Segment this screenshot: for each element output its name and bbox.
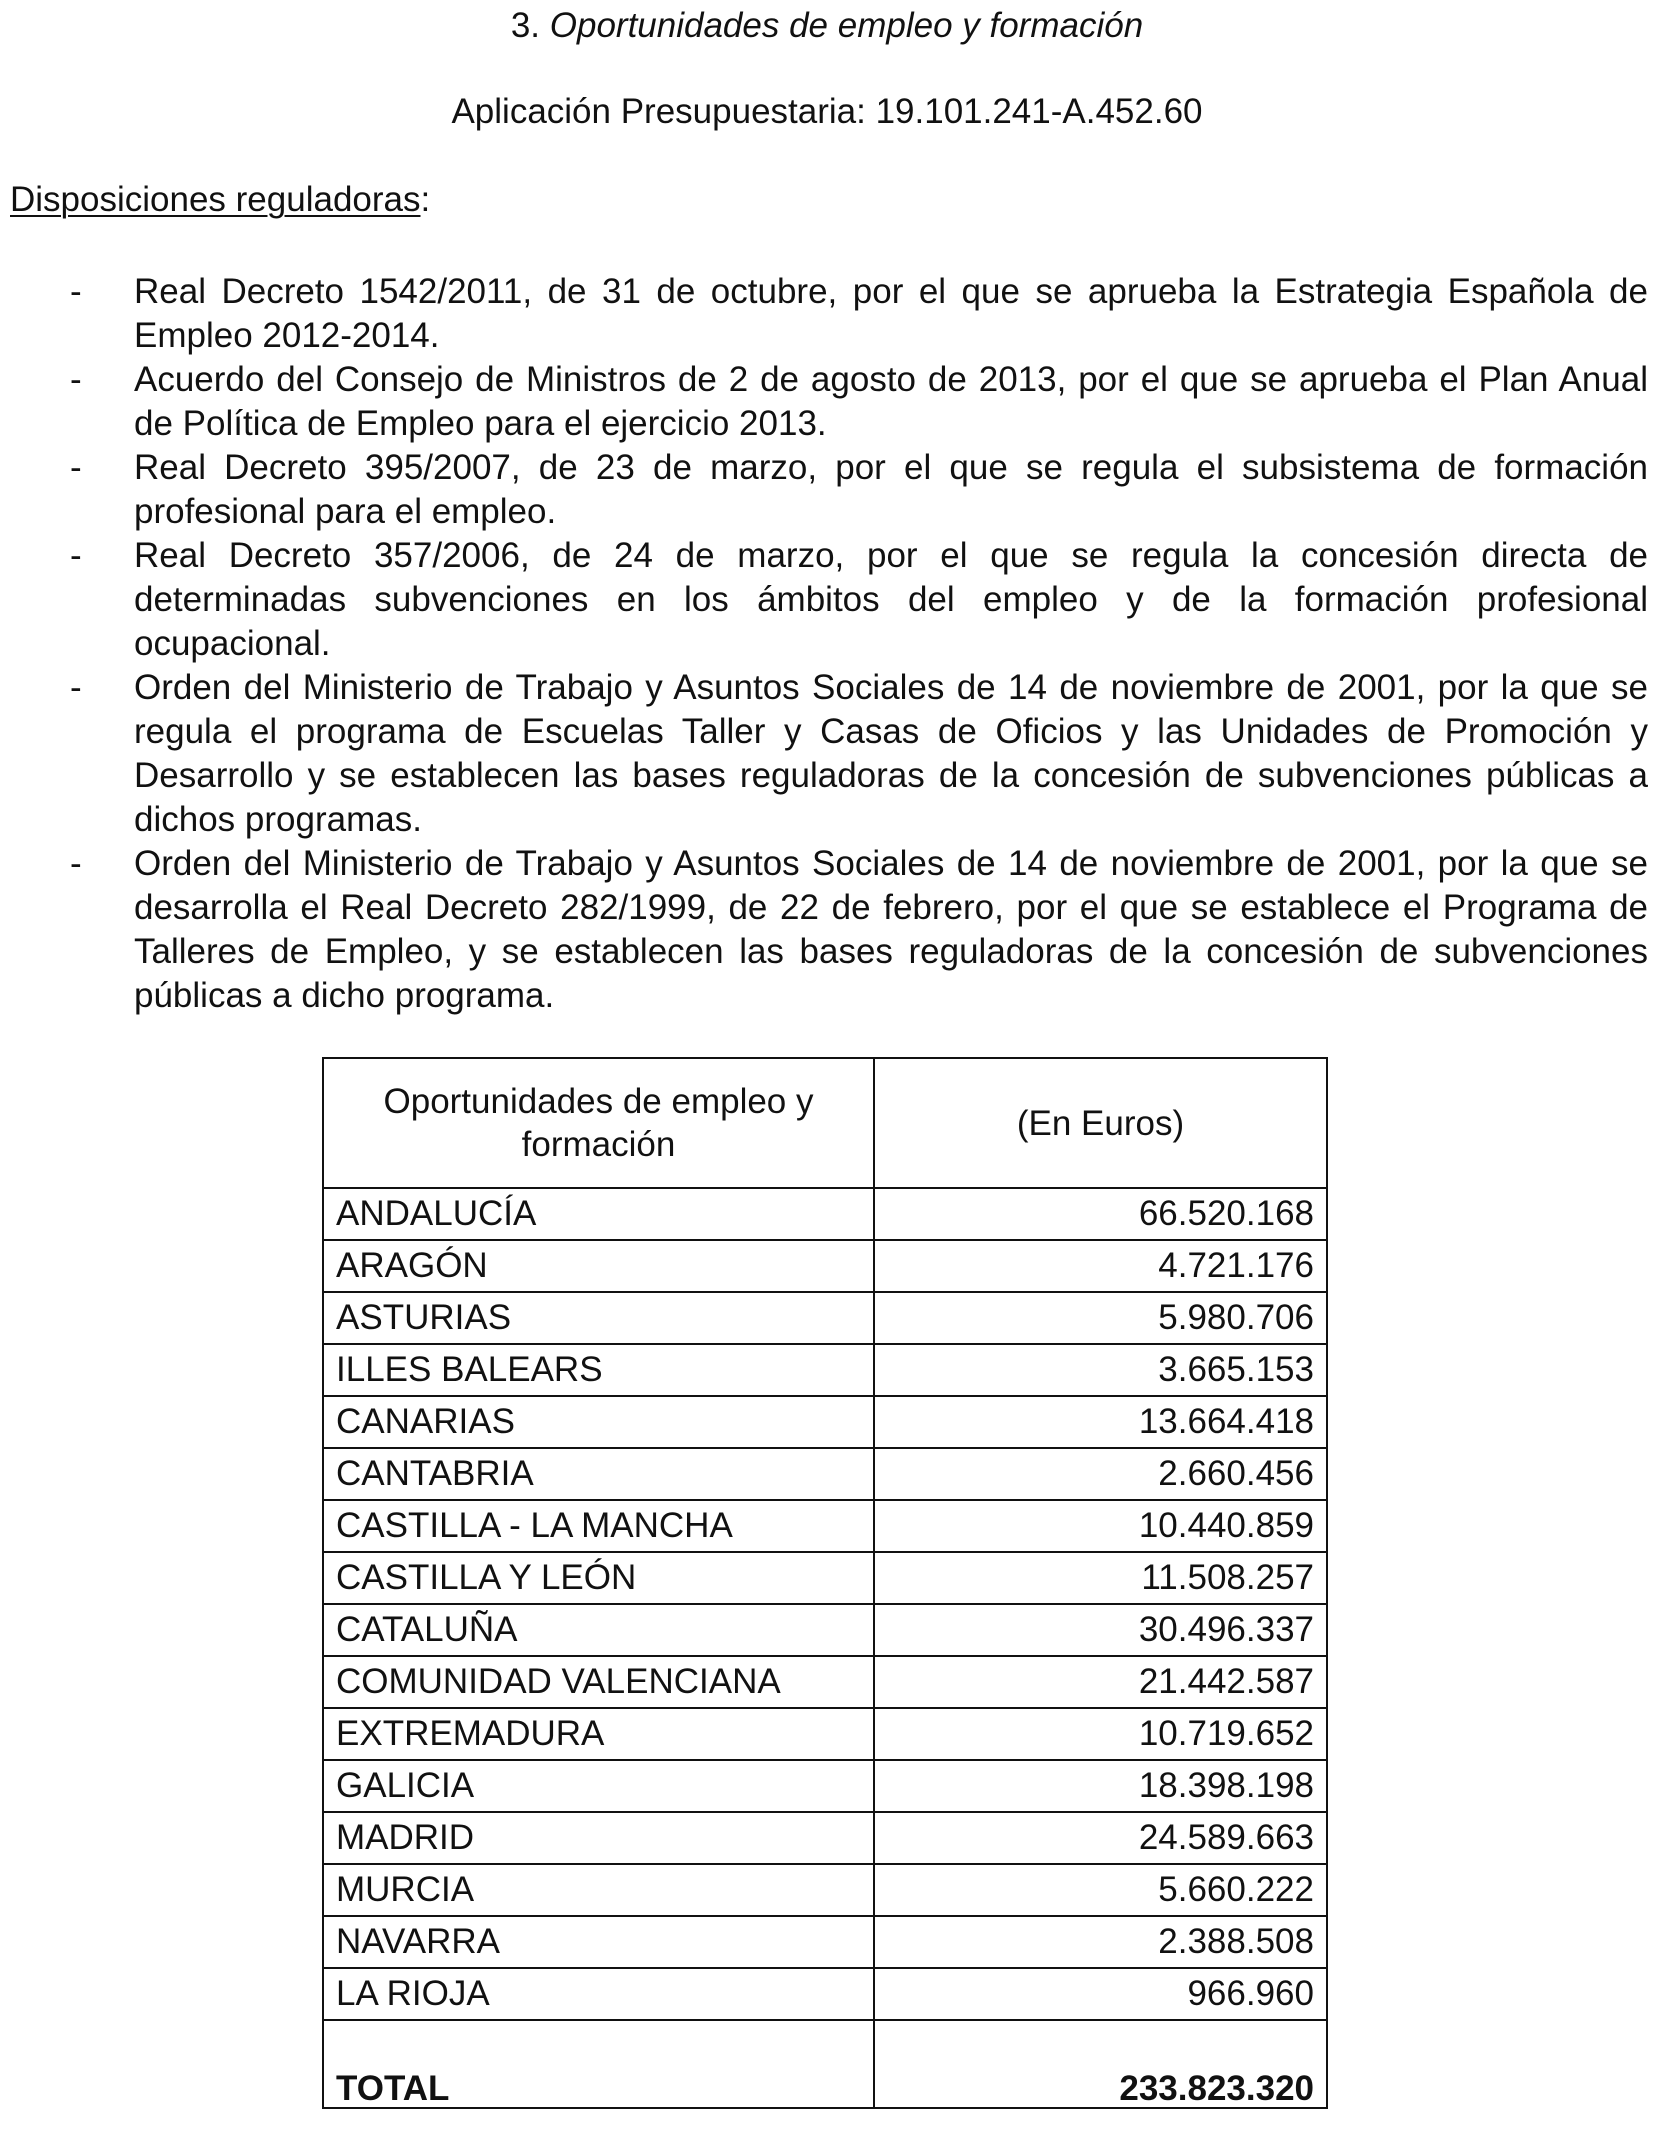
region-cell: ARAGÓN bbox=[323, 1240, 874, 1292]
region-cell: CASTILLA Y LEÓN bbox=[323, 1552, 874, 1604]
amount-cell: 5.980.706 bbox=[874, 1292, 1327, 1344]
table-row bbox=[323, 1188, 1327, 1240]
header-program: Oportunidades de empleo y formación bbox=[323, 1058, 874, 1188]
funding-table bbox=[322, 1057, 1328, 2109]
bullet-dash: - bbox=[70, 536, 82, 575]
table-row bbox=[323, 1916, 1327, 1968]
table-row bbox=[323, 1604, 1327, 1656]
region-cell: CATALUÑA bbox=[323, 1604, 874, 1656]
table-row bbox=[323, 1500, 1327, 1552]
bullet-dash: - bbox=[70, 272, 82, 311]
amount-cell: 18.398.198 bbox=[874, 1760, 1327, 1812]
region-cell: ASTURIAS bbox=[323, 1292, 874, 1344]
table-header-row bbox=[323, 1058, 1327, 1188]
bullet-dash: - bbox=[70, 668, 82, 707]
region-cell: CANARIAS bbox=[323, 1396, 874, 1448]
amount-cell: 10.440.859 bbox=[874, 1500, 1327, 1552]
region-cell: EXTREMADURA bbox=[323, 1708, 874, 1760]
amount-cell: 4.721.176 bbox=[874, 1240, 1327, 1292]
section-number: 3. bbox=[510, 6, 541, 45]
amount-cell: 10.719.652 bbox=[874, 1708, 1327, 1760]
amount-cell: 66.520.168 bbox=[874, 1188, 1327, 1240]
regulations-colon: : bbox=[420, 180, 431, 219]
amount-cell: 3.665.153 bbox=[874, 1344, 1327, 1396]
region-cell: ILLES BALEARS bbox=[323, 1344, 874, 1396]
amount-cell: 2.388.508 bbox=[874, 1916, 1327, 1968]
table-row bbox=[323, 1708, 1327, 1760]
amount-cell: 13.664.418 bbox=[874, 1396, 1327, 1448]
region-cell: ANDALUCÍA bbox=[323, 1188, 874, 1240]
budget-line: Aplicación Presupuestaria: 19.101.241-A.452.60 bbox=[451, 92, 1203, 131]
table-row bbox=[323, 1864, 1327, 1916]
region-cell: LA RIOJA bbox=[323, 1968, 874, 2020]
table-row bbox=[323, 1396, 1327, 1448]
regulation-text: Real Decreto 1542/2011, de 31 de octubre, por el que se aprueba la Estrategia Española de Empleo 2012-2014. bbox=[134, 272, 1648, 355]
header-currency: (En Euros) bbox=[874, 1058, 1327, 1188]
regulations-list bbox=[70, 270, 1648, 1018]
region-cell: MADRID bbox=[323, 1812, 874, 1864]
table-row bbox=[323, 1968, 1327, 2020]
total-label: TOTAL bbox=[323, 2020, 874, 2108]
table-row bbox=[323, 1812, 1327, 1864]
region-cell: NAVARRA bbox=[323, 1916, 874, 1968]
regulation-item bbox=[70, 358, 1648, 446]
regulations-label: Disposiciones reguladoras bbox=[10, 180, 421, 219]
regulation-text: Acuerdo del Consejo de Ministros de 2 de agosto de 2013, por el que se aprueba el Plan Anual de Política de Empleo para el ejercicio 2013. bbox=[134, 360, 1648, 443]
table-row bbox=[323, 1292, 1327, 1344]
amount-cell: 21.442.587 bbox=[874, 1656, 1327, 1708]
table-row bbox=[323, 1760, 1327, 1812]
table-row bbox=[323, 1240, 1327, 1292]
bullet-dash: - bbox=[70, 360, 82, 399]
amount-cell: 5.660.222 bbox=[874, 1864, 1327, 1916]
regulation-item bbox=[70, 842, 1648, 1018]
bullet-dash: - bbox=[70, 448, 82, 487]
regulation-text: Real Decreto 357/2006, de 24 de marzo, por el que se regula la concesión directa de determinadas subvenciones en los ámbitos del empleo y de la formación profesional ocupacional. bbox=[134, 536, 1648, 663]
table-row bbox=[323, 1552, 1327, 1604]
regulation-item bbox=[70, 270, 1648, 358]
amount-cell: 966.960 bbox=[874, 1968, 1327, 2020]
section-heading bbox=[0, 6, 1654, 46]
region-cell: CASTILLA - LA MANCHA bbox=[323, 1500, 874, 1552]
table-row bbox=[323, 1448, 1327, 1500]
regulation-item bbox=[70, 446, 1648, 534]
region-cell: COMUNIDAD VALENCIANA bbox=[323, 1656, 874, 1708]
regulation-text: Real Decreto 395/2007, de 23 de marzo, por el que se regula el subsistema de formación profesional para el empleo. bbox=[134, 448, 1648, 531]
region-cell: CANTABRIA bbox=[323, 1448, 874, 1500]
table-row bbox=[323, 1656, 1327, 1708]
table-row bbox=[323, 1344, 1327, 1396]
region-cell: MURCIA bbox=[323, 1864, 874, 1916]
bullet-dash: - bbox=[70, 844, 82, 883]
region-cell: GALICIA bbox=[323, 1760, 874, 1812]
amount-cell: 2.660.456 bbox=[874, 1448, 1327, 1500]
regulations-heading bbox=[10, 180, 430, 220]
regulation-item bbox=[70, 534, 1648, 666]
table-total-row bbox=[323, 2020, 1327, 2108]
regulation-text: Orden del Ministerio de Trabajo y Asuntos Sociales de 14 de noviembre de 2001, por la que se regula el programa de Escuelas Taller y Casas de Oficios y las Unidades de Promoción y Desarrollo y se establecen las bases reguladoras de la concesión de subvenciones públicas a dichos programas. bbox=[134, 668, 1648, 839]
amount-cell: 11.508.257 bbox=[874, 1552, 1327, 1604]
amount-cell: 24.589.663 bbox=[874, 1812, 1327, 1864]
total-amount: 233.823.320 bbox=[874, 2020, 1327, 2108]
amount-cell: 30.496.337 bbox=[874, 1604, 1327, 1656]
section-title: Oportunidades de empleo y formación bbox=[549, 6, 1144, 45]
regulation-text: Orden del Ministerio de Trabajo y Asuntos Sociales de 14 de noviembre de 2001, por la que se desarrolla el Real Decreto 282/1999, de 22 de febrero, por el que se establece el Programa de Talleres de Empleo, y se establecen las bases reguladoras de la concesión de subvenciones públicas a dicho programa. bbox=[134, 844, 1648, 1015]
regulation-item bbox=[70, 666, 1648, 842]
